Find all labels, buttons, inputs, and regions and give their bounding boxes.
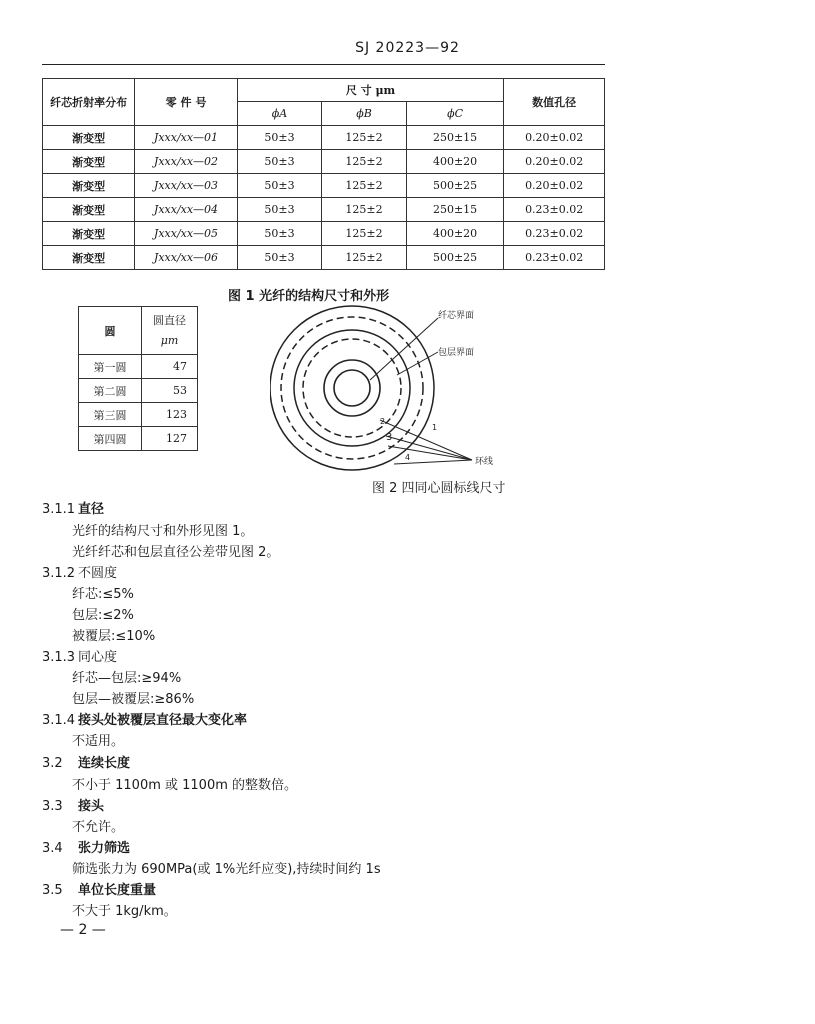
figure1-caption: 图 1 光纤的结构尺寸和外形	[228, 289, 390, 304]
section-title-joints: 接头	[78, 799, 105, 814]
circle-2	[324, 360, 380, 416]
numerical-aperture-cell: 0.20±0.02	[504, 126, 605, 150]
header-dia-b: ϕB	[322, 102, 407, 126]
section-title-concentricity: 同心度	[78, 650, 118, 665]
header-numerical-aperture: 数值孔径	[504, 79, 605, 126]
section-title-proof-test: 张力筛选	[78, 841, 131, 856]
profile-cell: 渐变型	[43, 198, 135, 222]
dia-b-cell: 125±2	[322, 198, 407, 222]
dia-c-cell: 250±15	[406, 126, 504, 150]
text-3-2: 不小于 1100m 或 1100m 的整数倍。	[72, 778, 298, 793]
circle-diameter-cell: 47	[142, 355, 198, 379]
ring-number-3: 3	[386, 432, 393, 443]
header-diameter: 圆直径	[153, 313, 186, 327]
dia-a-cell: 50±3	[237, 150, 322, 174]
numerical-aperture-cell: 0.23±0.02	[504, 198, 605, 222]
circle-name-cell: 第二圆	[79, 379, 142, 403]
text-3-1-2-clad: 包层:≤2%	[72, 608, 134, 623]
numerical-aperture-cell: 0.23±0.02	[504, 222, 605, 246]
table-row	[79, 403, 198, 427]
text-3-1-3-line1: 纤芯—包层:≥94%	[72, 671, 182, 686]
dia-b-cell: 125±2	[322, 126, 407, 150]
circle-1	[334, 370, 370, 406]
circle-3	[294, 330, 410, 446]
section-title-joint-variation: 接头处被覆层直径最大变化率	[78, 713, 248, 728]
section-title-weight: 单位长度重量	[78, 883, 157, 898]
dia-b-cell: 125±2	[322, 174, 407, 198]
label-clad-interface: 包层界面	[438, 348, 475, 358]
part-number-cell: Jxxx/xx—02	[135, 150, 237, 174]
text-3-1-3-line2: 包层—被覆层:≥86%	[72, 692, 195, 707]
fiber-dimensions-table	[42, 78, 605, 270]
part-number-cell: Jxxx/xx—05	[135, 222, 237, 246]
profile-cell: 渐变型	[43, 246, 135, 270]
part-number-cell: Jxxx/xx—03	[135, 174, 237, 198]
dia-a-cell: 50±3	[237, 126, 322, 150]
document-header: SJ 20223—92	[355, 40, 460, 56]
dia-c-cell: 400±20	[406, 222, 504, 246]
dia-a-cell: 50±3	[237, 174, 322, 198]
header-dia-c: ϕC	[406, 102, 504, 126]
numerical-aperture-cell: 0.20±0.02	[504, 150, 605, 174]
profile-cell: 渐变型	[43, 126, 135, 150]
text-3-3: 不允许。	[72, 820, 125, 835]
table-row	[43, 174, 605, 198]
dia-b-cell: 125±2	[322, 150, 407, 174]
text-3-1-1-line1: 光纤的结构尺寸和外形见图 1。	[72, 524, 254, 539]
figure2-caption: 图 2 四同心圆标线尺寸	[372, 481, 506, 496]
section-title-continuous-length: 连续长度	[78, 756, 131, 771]
header-rule-top	[42, 64, 605, 65]
label-core-interface: 纤芯界面	[438, 311, 475, 321]
header-part-number: 零 件 号	[135, 79, 237, 126]
circle-name-cell: 第四圆	[79, 427, 142, 451]
numerical-aperture-cell: 0.20±0.02	[504, 174, 605, 198]
numerical-aperture-cell: 0.23±0.02	[504, 246, 605, 270]
profile-cell: 渐变型	[43, 174, 135, 198]
ring-number-4: 4	[405, 453, 411, 462]
profile-cell: 渐变型	[43, 150, 135, 174]
dia-c-cell: 400±20	[406, 150, 504, 174]
section-number-3-1-2: 3.1.2	[42, 566, 76, 581]
dia-c-cell: 250±15	[406, 198, 504, 222]
dia-b-cell: 125±2	[322, 222, 407, 246]
table-row	[43, 198, 605, 222]
header-diameter-unit: μm	[160, 333, 179, 347]
dia-a-cell: 50±3	[237, 246, 322, 270]
text-3-1-2-core: 纤芯:≤5%	[72, 587, 134, 602]
part-number-cell: Jxxx/xx—06	[135, 246, 237, 270]
text-3-1-1-line2: 光纤纤芯和包层直径公差带见图 2。	[72, 545, 280, 560]
header-dimensions: 尺 寸 μm	[237, 79, 504, 102]
dia-c-cell: 500±25	[406, 174, 504, 198]
table-row	[43, 246, 605, 270]
profile-cell: 渐变型	[43, 222, 135, 246]
circle-name-cell: 第一圆	[79, 355, 142, 379]
section-number-3-1-3: 3.1.3	[42, 650, 76, 665]
section-title-diameter: 直径	[78, 502, 105, 517]
table-row	[79, 379, 198, 403]
dia-a-cell: 50±3	[237, 198, 322, 222]
circle-name-cell: 第三圆	[79, 403, 142, 427]
section-number-3-1-1: 3.1.1	[42, 502, 76, 517]
label-ring-line: 环线	[475, 457, 494, 467]
section-number-3-2: 3.2	[42, 756, 63, 771]
text-3-1-4: 不适用。	[72, 734, 125, 749]
dia-a-cell: 50±3	[237, 222, 322, 246]
concentric-circles-figure	[270, 300, 550, 485]
part-number-cell: Jxxx/xx—01	[135, 126, 237, 150]
circle-diameter-cell: 53	[142, 379, 198, 403]
ring-number-2: 2	[380, 417, 386, 426]
table-row	[79, 427, 198, 451]
section-title-non-circularity: 不圆度	[78, 566, 118, 581]
header-circle: 圆	[79, 307, 142, 355]
page-number: — 2 —	[60, 922, 106, 938]
table-row	[43, 222, 605, 246]
dia-b-cell: 125±2	[322, 246, 407, 270]
leader-ring-1	[380, 420, 472, 460]
circle-diameter-table	[78, 306, 198, 451]
header-profile: 纤芯折射率分布	[43, 79, 135, 126]
part-number-cell: Jxxx/xx—04	[135, 198, 237, 222]
ring-number-1: 1	[432, 423, 438, 432]
dia-c-cell: 500±25	[406, 246, 504, 270]
circle-diameter-cell: 123	[142, 403, 198, 427]
table-row	[79, 355, 198, 379]
circle-diameter-cell: 127	[142, 427, 198, 451]
text-3-1-2-coating: 被覆层:≤10%	[72, 629, 156, 644]
section-number-3-3: 3.3	[42, 799, 63, 814]
table-row	[43, 150, 605, 174]
section-number-3-4: 3.4	[42, 841, 63, 856]
header-dia-a: ϕA	[237, 102, 322, 126]
text-3-5: 不大于 1kg/km。	[72, 904, 177, 919]
table-row	[43, 126, 605, 150]
text-3-4: 筛选张力为 690MPa(或 1%光纤应变),持续时间约 1s	[72, 862, 381, 877]
section-number-3-1-4: 3.1.4	[42, 713, 76, 728]
section-number-3-5: 3.5	[42, 883, 63, 898]
